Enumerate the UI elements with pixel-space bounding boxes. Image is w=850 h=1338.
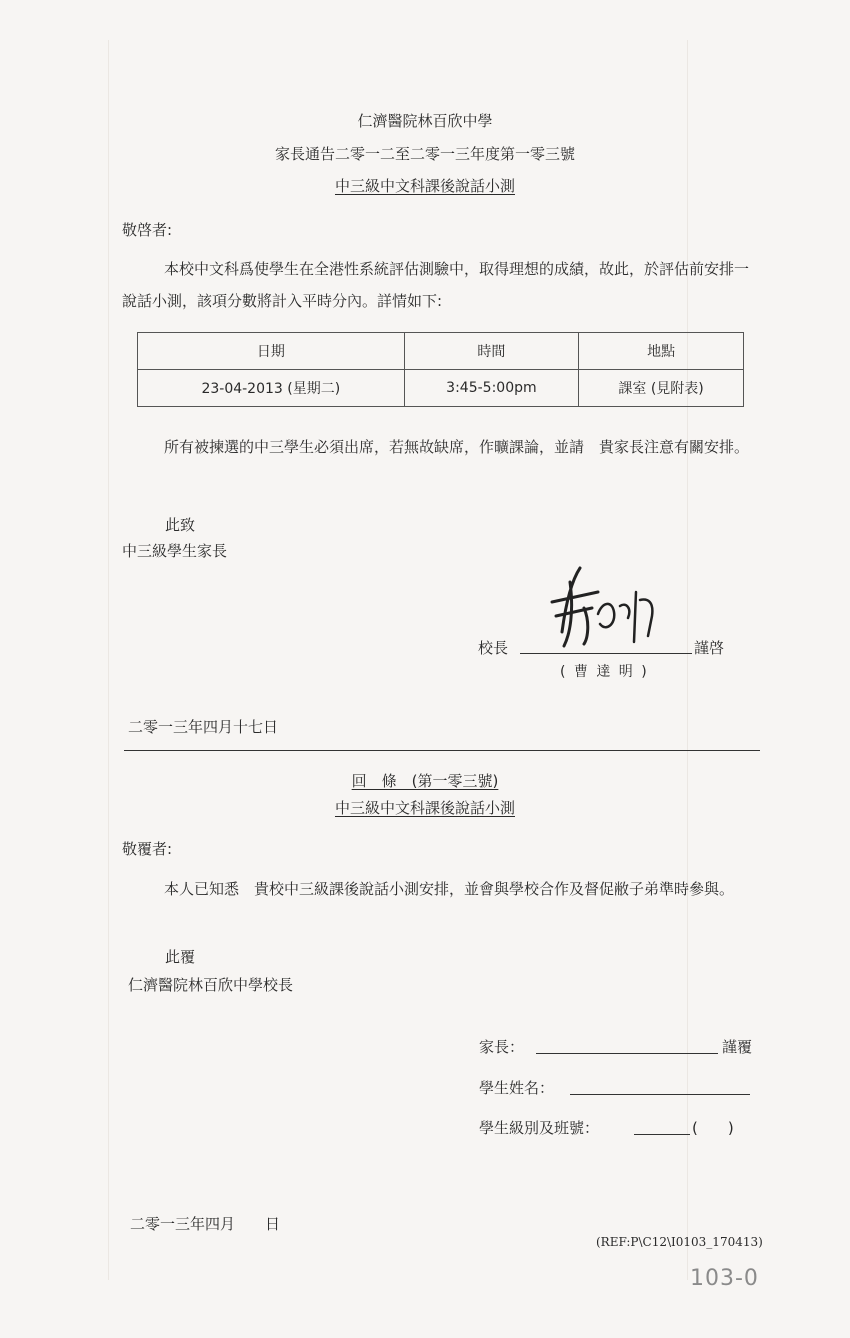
reply-title-text: 回 條 (第一零三號) xyxy=(351,772,499,790)
header-date: 日期 xyxy=(138,333,405,370)
notice-subject-text: 中三級中文科課後說話小測 xyxy=(334,177,515,195)
closing-word: 此致 xyxy=(165,516,196,534)
principal-label: 校長 xyxy=(478,639,509,657)
reply-closing-word: 此覆 xyxy=(165,948,196,966)
reply-recipient: 仁濟醫院林百欣中學校長 xyxy=(128,976,294,994)
header-venue: 地點 xyxy=(579,333,744,370)
intro-paragraph: 本校中文科爲使學生在全港性系統評估測驗中，取得理想的成績，故此，於評估前安排一說話小測，該項分數將計入平時分內。詳情如下: xyxy=(122,260,750,310)
schedule-table xyxy=(137,332,744,407)
principal-signature xyxy=(540,562,680,652)
notice-date: 二零一三年四月十七日 xyxy=(128,718,279,736)
reply-body: 本人已知悉 貴校中三級課後說話小測安排，並會與學校合作及督促敝子弟準時參與。 xyxy=(164,880,735,898)
student-name-field[interactable] xyxy=(570,1094,750,1095)
cell-time: 3:45-5:00pm xyxy=(404,370,579,407)
class-number-paren: ( ) xyxy=(692,1119,734,1137)
parent-respect: 謹覆 xyxy=(722,1038,753,1056)
cell-date: 23-04-2013 (星期二) xyxy=(138,370,405,407)
header-time: 時間 xyxy=(404,333,579,370)
reply-title xyxy=(0,770,850,791)
notice-number: 家長通告二零一二至二零一三年度第一零三號 xyxy=(274,145,575,163)
principal-respect: 謹啓 xyxy=(694,639,725,657)
parent-signature-field[interactable] xyxy=(536,1053,718,1054)
reply-subject-text: 中三級中文科課後說話小測 xyxy=(334,799,515,817)
reply-date: 二零一三年四月 日 xyxy=(130,1215,281,1233)
student-name-label: 學生姓名： xyxy=(479,1079,555,1097)
notice-subject xyxy=(0,175,850,196)
reply-subject xyxy=(0,797,850,818)
table-header-row xyxy=(138,333,744,370)
handwritten-note: 103-0 xyxy=(690,1266,759,1291)
table-row xyxy=(138,370,744,407)
class-label: 學生級別及班號： xyxy=(479,1119,600,1137)
greeting: 敬啓者: xyxy=(122,221,173,239)
parent-label: 家長： xyxy=(479,1038,525,1056)
reference-code: (REF:P\C12\I0103_170413) xyxy=(596,1235,763,1249)
cell-venue: 課室 (見附表) xyxy=(579,370,744,407)
reply-greeting: 敬覆者: xyxy=(122,840,173,858)
attendance-paragraph: 所有被揀選的中三學生必須出席，若無故缺席，作曠課論，並請 貴家長注意有關安排。 xyxy=(164,438,750,456)
class-field[interactable] xyxy=(634,1134,690,1135)
principal-name: ( 曹 達 明 ) xyxy=(560,664,649,680)
signature-line xyxy=(520,653,692,654)
closing-recipient: 中三級學生家長 xyxy=(122,542,228,560)
tear-off-line xyxy=(124,750,760,751)
school-name: 仁濟醫院林百欣中學 xyxy=(357,112,493,130)
